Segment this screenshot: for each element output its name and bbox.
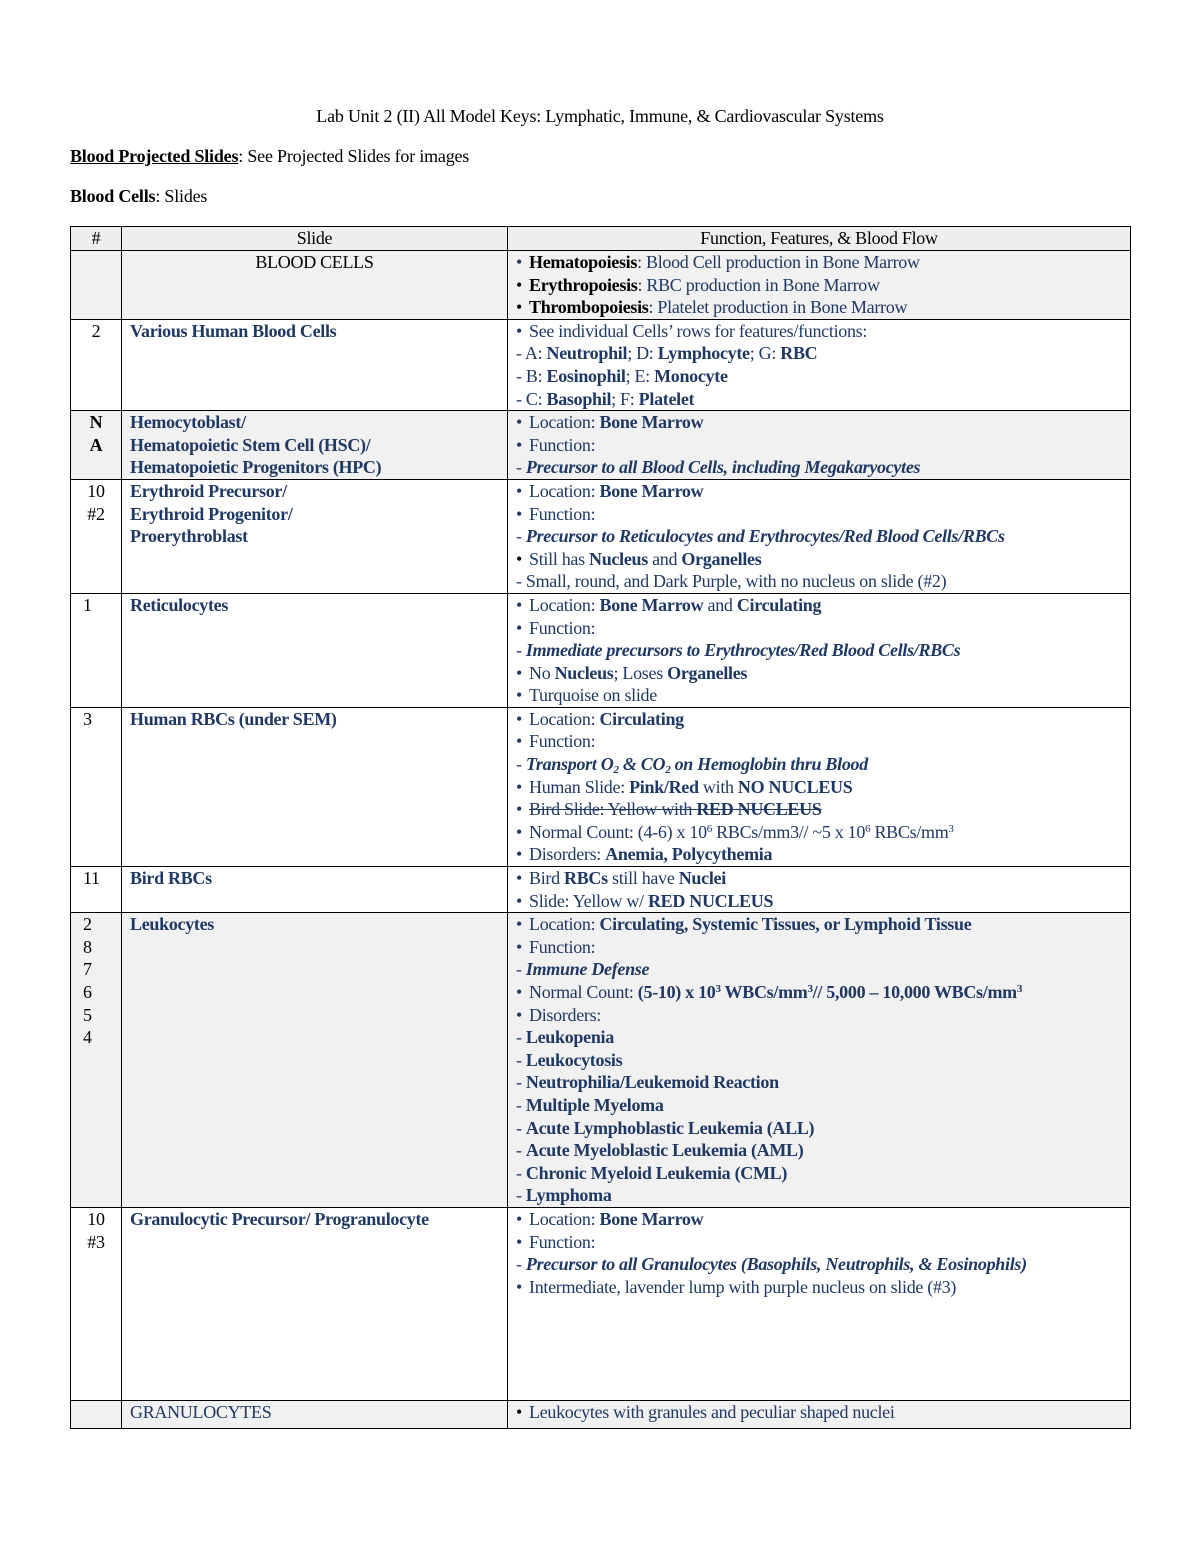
function-value: Precursor to all Granulocytes (Basophils, Neutrophils, & Eosinophils) (525, 1254, 1027, 1275)
location-label: Location: (529, 412, 600, 433)
function-label: Function: (529, 617, 596, 638)
slide-note: Intermediate, lavender lump with purple nucleus on slide (#3) (529, 1276, 957, 1297)
feature-text: Leukocytes with granules and peculiar shaped nuclei (529, 1401, 895, 1422)
disorder-item: - Acute Myeloblastic Leukemia (AML) (516, 1140, 804, 1161)
table-row (71, 479, 1131, 593)
table-row (71, 593, 1131, 707)
feature-nucleus: Nucleus (589, 548, 648, 569)
count-text: RBCs/mm3// ~5 x 10 (711, 821, 866, 842)
row-number (71, 411, 122, 480)
superscript: 6 (865, 822, 871, 835)
row-function (508, 1400, 1131, 1428)
row-slide (122, 913, 508, 1208)
function-value: Precursor to Reticulocytes and Erythrocytes/Red Blood Cells/RBCs (525, 526, 1005, 547)
slide-label: Hemocytoblast/ (130, 412, 246, 433)
cell-rbc: RBC (780, 343, 818, 364)
label-g: ; G: (749, 343, 781, 364)
feature-text: Human Slide: (529, 776, 630, 797)
row-function (508, 1207, 1131, 1400)
feature-nucleus: RED NUCLEUS (647, 890, 774, 911)
projected-slides-line (70, 146, 469, 167)
location-label: Location: (529, 708, 600, 729)
row-function (508, 593, 1131, 707)
row-number (71, 1207, 122, 1400)
feature-text: still have (607, 868, 679, 889)
row-slide (122, 251, 508, 320)
term-thrombopoiesis: Thrombopoiesis (529, 297, 649, 318)
count-text: Normal Count: (4-6) x 10 (529, 821, 707, 842)
slide-label: GRANULOCYTES (130, 1401, 272, 1422)
function-label: Function: (529, 1231, 596, 1252)
row-number (71, 913, 122, 1208)
row-slide (122, 867, 508, 913)
disorders-label: Disorders: (529, 1004, 601, 1025)
blood-cells-heading: Blood Cells (70, 186, 156, 206)
slide-label: Proerythroblast (130, 526, 248, 547)
label-a: - A: (516, 343, 547, 364)
function-label: Function: (529, 503, 596, 524)
table-row (71, 251, 1131, 320)
disorder-item: - Multiple Myeloma (516, 1094, 664, 1115)
table-row (71, 319, 1131, 410)
feature-text: Bird (529, 868, 565, 889)
location-value: Bone Marrow (599, 480, 704, 501)
dash: - (516, 1254, 526, 1275)
count-text: RBCs/mm (870, 821, 949, 842)
slide-label: Hematopoietic Stem Cell (HSC)/ (130, 434, 371, 455)
row-slide (122, 1207, 508, 1400)
disorder-name: Neutrophilia/Leukemoid Reaction (525, 1072, 779, 1093)
location-value: Circulating (599, 708, 684, 729)
disorder-item: - Neutrophilia/Leukemoid Reaction (516, 1072, 779, 1093)
slide-label: Granulocytic Precursor/ Progranulocyte (130, 1208, 429, 1229)
slide-label: Hematopoietic Progenitors (HPC) (130, 457, 382, 478)
function-value: Precursor to all Blood Cells, including Megakaryocytes (525, 457, 921, 478)
location-value: Circulating (736, 594, 822, 615)
table-row (71, 1400, 1131, 1428)
location-joiner: and (703, 594, 737, 615)
row-number (71, 251, 122, 320)
location-value: Circulating, Systemic Tissues, or Lymphoid Tissue (599, 914, 972, 935)
disorders-value: Anemia, Polycythemia (605, 844, 773, 865)
disorder-item: - Leukopenia (516, 1027, 614, 1048)
row-number-line: 8 (83, 936, 92, 957)
table-row (71, 411, 1131, 480)
row-number-line: #3 (87, 1231, 105, 1252)
slide-label: Reticulocytes (130, 594, 229, 615)
superscript: 3 (1016, 983, 1023, 995)
row-function (508, 867, 1131, 913)
row-slide (122, 479, 508, 593)
row-number-line: 10 (87, 1208, 105, 1229)
row-number-line: 5 (83, 1004, 92, 1025)
term-text: : Blood Cell production in Bone Marrow (637, 252, 920, 272)
dash: - (516, 959, 526, 980)
row-function (508, 707, 1131, 866)
slide-label: Leukocytes (130, 914, 214, 935)
feature-text: and (647, 548, 682, 569)
feature-text: Slide: Yellow w/ (529, 890, 648, 911)
disorder-name: Acute Myeloblastic Leukemia (AML) (525, 1140, 804, 1161)
feature-text: See individual Cells’ rows for features/functions: (529, 320, 868, 341)
feature-nucleus: NO NUCLEUS (737, 776, 853, 797)
row-number: 2 (71, 319, 122, 410)
row-number (71, 1400, 122, 1428)
row-number-line: 7 (83, 959, 92, 980)
term-erythropoiesis: Erythropoiesis (529, 274, 638, 295)
feature-color: Pink/Red (629, 776, 699, 797)
feature-text: Still has (529, 548, 590, 569)
cell-lymphocyte: Lymphocyte (657, 343, 750, 364)
slide-label: Various Human Blood Cells (130, 320, 337, 341)
table-header-row (71, 227, 1131, 251)
label-d: ; D: (627, 343, 658, 364)
disorder-name: Lymphoma (525, 1185, 612, 1206)
feature-nucleus: Nucleus (554, 662, 614, 683)
row-slide (122, 707, 508, 866)
feature-text: with (698, 776, 738, 797)
feature-organelles: Organelles (681, 548, 762, 569)
count-value (638, 982, 1022, 1002)
superscript: 3 (807, 983, 813, 995)
term-hematopoiesis: Hematopoiesis (529, 252, 638, 272)
cell-basophil: Basophil (546, 388, 612, 409)
struck-text: Bird Slide: Yellow with (529, 799, 697, 820)
row-number-line: 6 (83, 982, 92, 1002)
row-slide (122, 1400, 508, 1428)
header-function: Function, Features, & Blood Flow (508, 227, 1131, 251)
slide-label: Bird RBCs (130, 868, 212, 889)
row-number (71, 479, 122, 593)
subscript: 2 (665, 764, 671, 777)
location-value: Bone Marrow (599, 412, 704, 433)
cell-eosinophil: Eosinophil (546, 365, 626, 386)
slide-note: - Small, round, and Dark Purple, with no nucleus on slide (#2) (516, 571, 947, 592)
disorder-item: - Chronic Myeloid Leukemia (CML) (516, 1162, 788, 1183)
row-number-line: 2 (83, 914, 92, 935)
blood-cells-text: : Slides (155, 186, 208, 206)
label-f: ; F: (611, 388, 639, 409)
function-value: Immediate precursors to Erythrocytes/Red Blood Cells/RBCs (525, 640, 961, 661)
location-label: Location: (529, 480, 600, 501)
count-text: WBCs/mm (720, 982, 808, 1002)
disorder-name: Multiple Myeloma (525, 1094, 664, 1115)
row-number: 11 (71, 867, 122, 913)
row-number-line: A (89, 434, 103, 455)
row-number: 1 (71, 593, 122, 707)
function-value: Immune Defense (525, 959, 650, 980)
dash: - (516, 754, 526, 775)
disorder-item: - Acute Lymphoblastic Leukemia (ALL) (516, 1117, 815, 1138)
feature-nuclei: Nuclei (678, 868, 726, 889)
disorders-label: Disorders: (529, 844, 606, 865)
subscript: 2 (613, 764, 619, 777)
table-row (71, 1207, 1131, 1400)
row-slide (122, 319, 508, 410)
row-number-line: 10 (87, 480, 105, 501)
row-number-line: #2 (87, 503, 105, 524)
row-slide (122, 411, 508, 480)
projected-slides-heading: Blood Projected Slides (70, 146, 239, 166)
slide-label: Erythroid Precursor/ (130, 480, 287, 501)
location-value: Bone Marrow (599, 594, 704, 615)
disorder-name: Leukocytosis (525, 1049, 623, 1070)
count-text: (5-10) x 10 (637, 982, 716, 1002)
row-function (508, 319, 1131, 410)
header-number: # (71, 227, 122, 251)
cell-monocyte: Monocyte (654, 365, 728, 386)
function-label: Function: (529, 936, 596, 957)
feature-text: No (529, 662, 555, 683)
location-label: Location: (529, 914, 600, 935)
row-function (508, 479, 1131, 593)
header-slide: Slide (122, 227, 508, 251)
function-label: Function: (529, 434, 596, 455)
count-text: // 5,000 – 10,000 WBCs/mm (812, 982, 1017, 1002)
feature-organelles: Organelles (667, 662, 748, 683)
location-label: Location: (529, 594, 600, 615)
function-label: Function: (529, 731, 596, 752)
row-slide (122, 593, 508, 707)
superscript: 6 (706, 822, 712, 835)
table-row (71, 913, 1131, 1208)
struck-nucleus: RED NUCLEUS (696, 799, 822, 820)
row-number-line: 4 (83, 1027, 92, 1048)
dash: - (516, 457, 526, 478)
location-value: Bone Marrow (599, 1208, 704, 1229)
count-label: Normal Count: (529, 982, 638, 1002)
term-text: : RBC production in Bone Marrow (637, 274, 880, 295)
disorder-name: Acute Lymphoblastic Leukemia (ALL) (525, 1117, 815, 1138)
label-b: - B: (516, 365, 547, 386)
blood-cells-line (70, 186, 207, 207)
label-e: ; E: (625, 365, 655, 386)
disorder-item: - Leukocytosis (516, 1049, 623, 1070)
slide-note: Turquoise on slide (529, 685, 657, 706)
feature-text: ; Loses (613, 662, 668, 683)
slide-label: BLOOD CELLS (255, 252, 374, 272)
row-number: 3 (71, 707, 122, 866)
row-function (508, 411, 1131, 480)
function-text: Transport O (525, 754, 614, 775)
location-label: Location: (529, 1208, 600, 1229)
term-text: : Platelet production in Bone Marrow (648, 297, 908, 318)
row-number-line: N (89, 412, 103, 433)
table-row (71, 867, 1131, 913)
dash: - (516, 526, 526, 547)
document-title: Lab Unit 2 (II) All Model Keys: Lymphatic, Immune, & Cardiovascular Systems (316, 106, 884, 126)
superscript: 3 (948, 822, 954, 835)
feature-rbcs: RBCs (564, 868, 608, 889)
function-value (525, 754, 868, 777)
superscript: 3 (715, 983, 721, 995)
disorder-name: Leukopenia (525, 1027, 614, 1048)
row-function (508, 913, 1131, 1208)
disorder-name: Chronic Myeloid Leukemia (CML) (525, 1162, 788, 1183)
disorder-item: - Lymphoma (516, 1185, 612, 1206)
function-text: on Hemoglobin thru Blood (670, 754, 868, 775)
row-function (508, 251, 1131, 320)
function-text: & CO (618, 754, 666, 775)
slide-label: Human RBCs (under SEM) (130, 708, 337, 729)
projected-slides-text: : See Projected Slides for images (238, 146, 470, 166)
label-c: - C: (516, 388, 547, 409)
dash: - (516, 640, 526, 661)
model-key-table (70, 226, 1131, 1429)
cell-platelet: Platelet (638, 388, 695, 409)
cell-neutrophil: Neutrophil (546, 343, 628, 364)
table-row (71, 707, 1131, 866)
slide-label: Erythroid Progenitor/ (130, 503, 293, 524)
